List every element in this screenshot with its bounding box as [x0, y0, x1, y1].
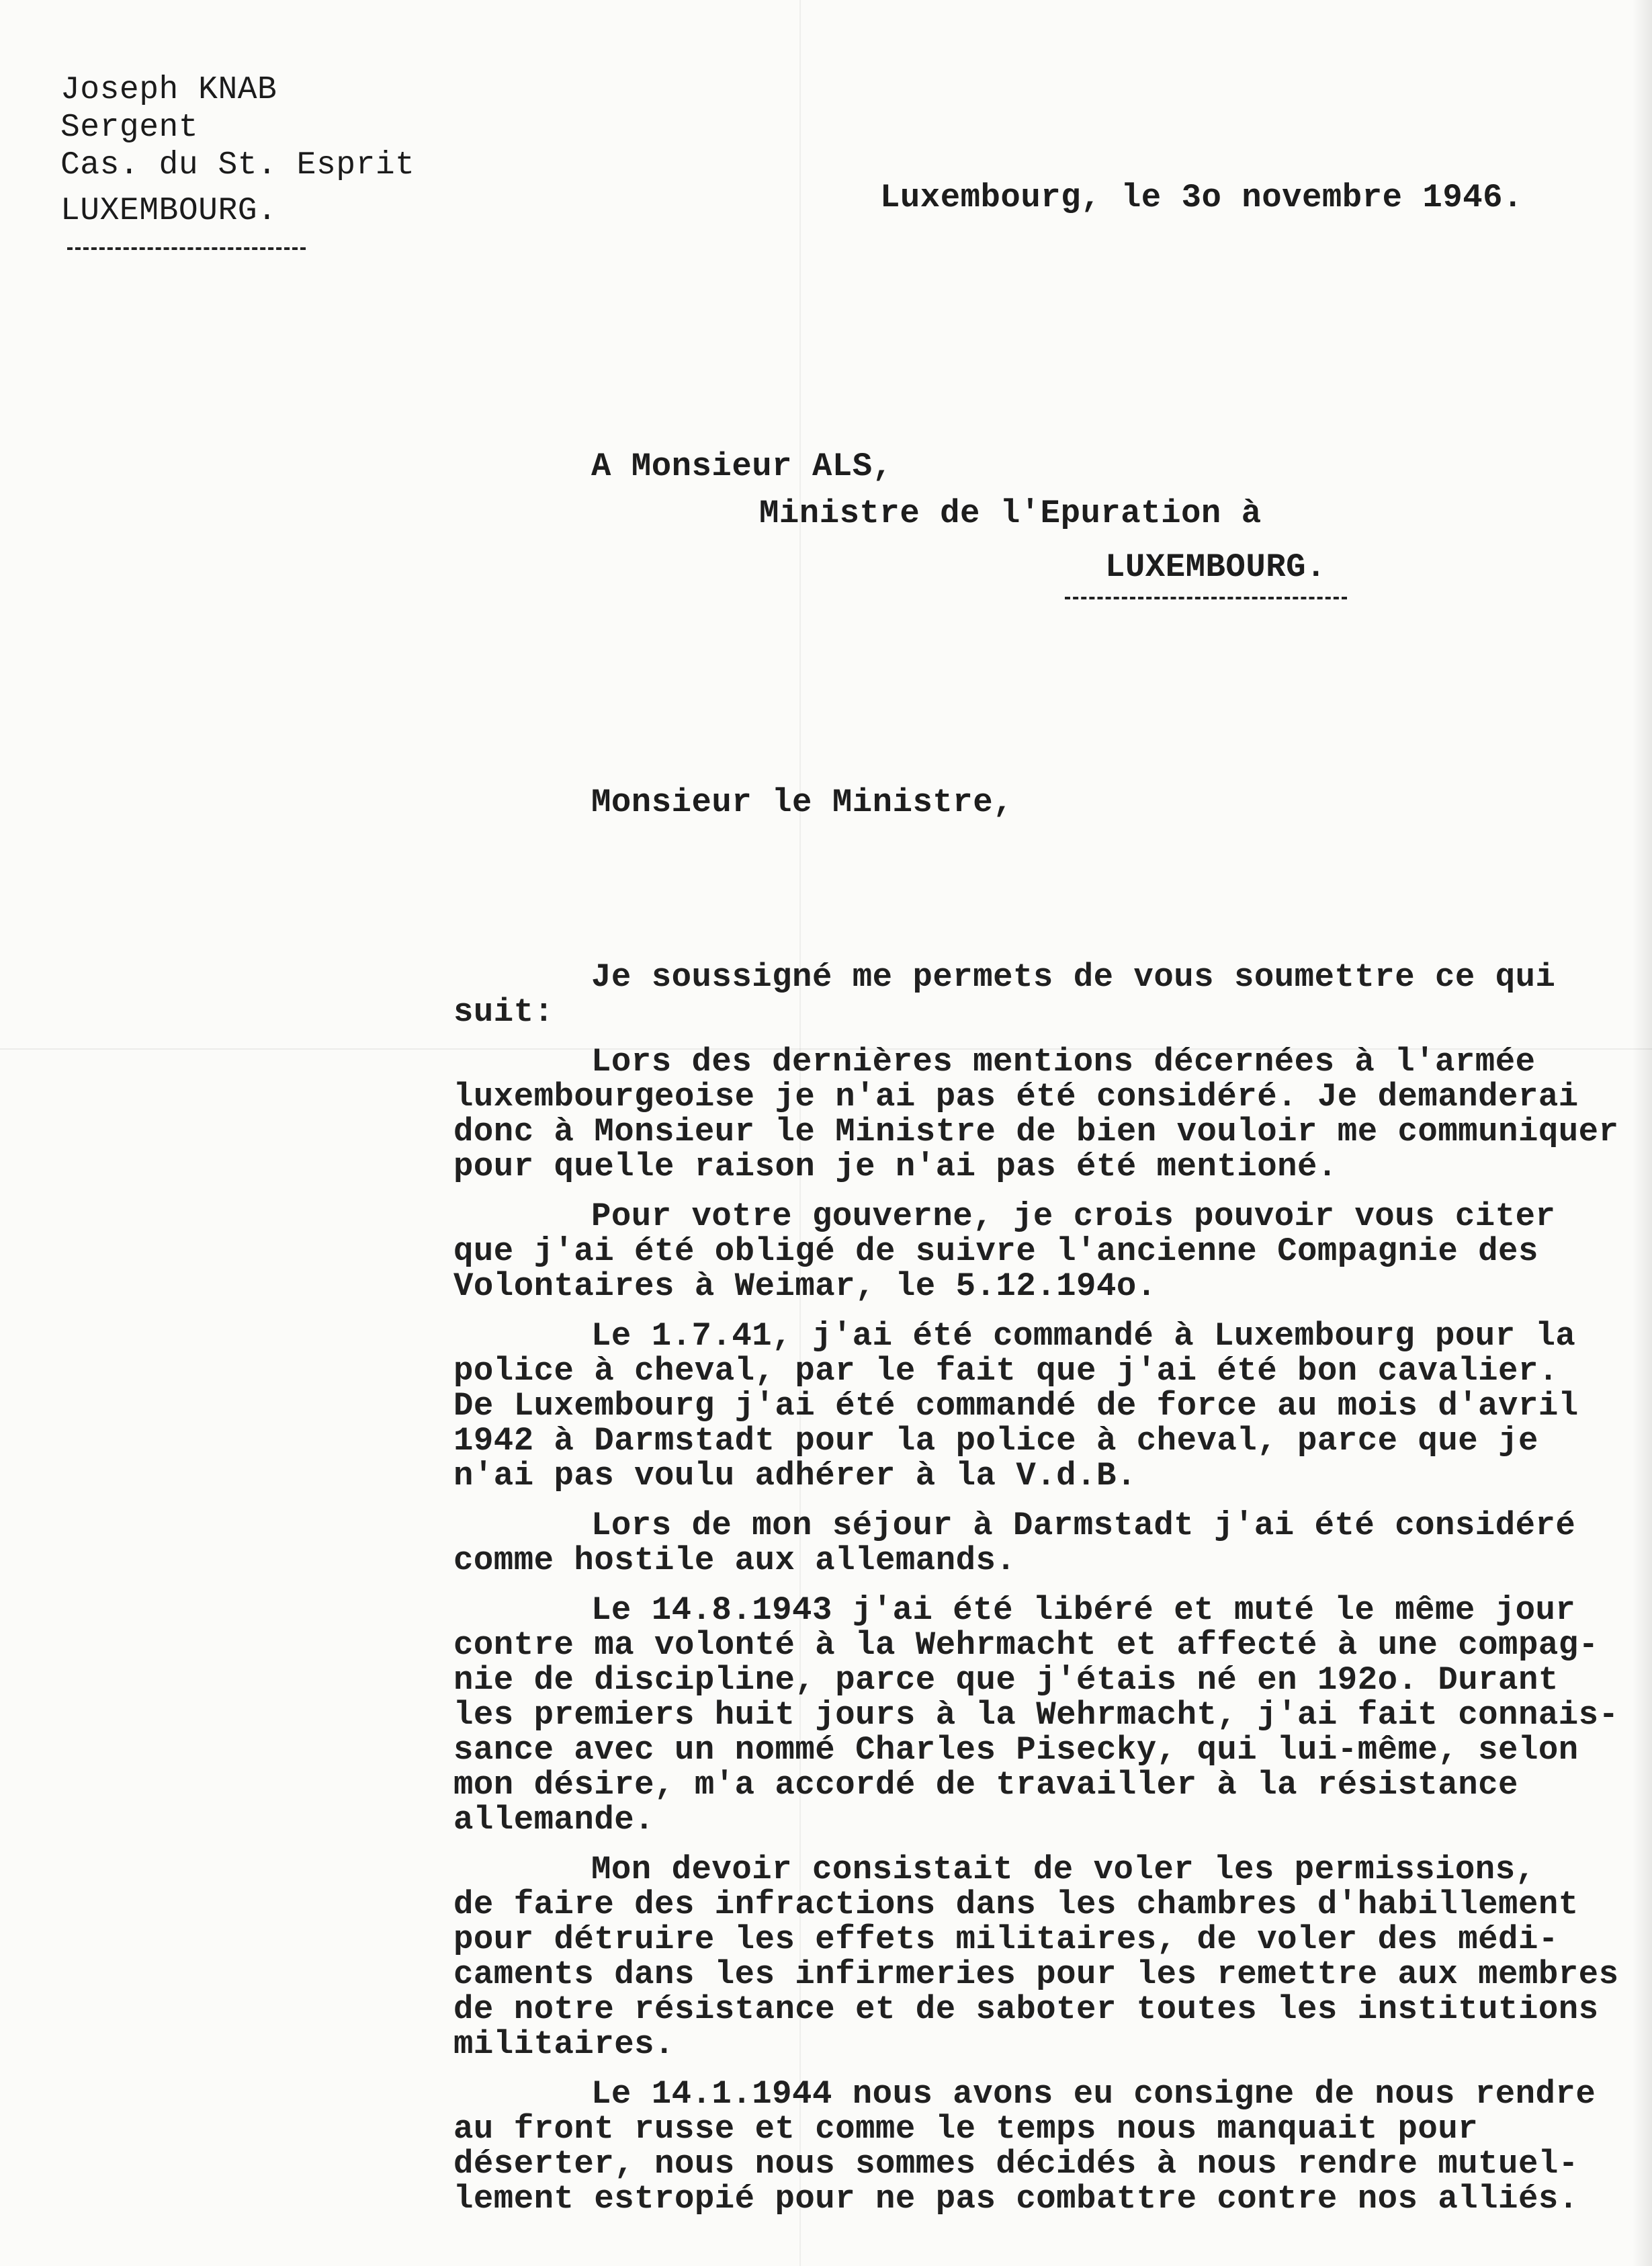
- body-line: au front russe et comme le temps nous manquait pour: [453, 2110, 1479, 2148]
- body-line: nie de discipline, parce que j'étais né en 192o. Durant: [453, 1661, 1559, 1699]
- body-line: luxembourgeoise je n'ai pas été considéré. Je demanderai: [453, 1078, 1579, 1116]
- body-line: suit:: [453, 993, 554, 1031]
- body-line: sance avec un nommé Charles Pisecky, qui lui-même, selon: [453, 1731, 1579, 1769]
- recipient-line-2: Ministre de l'Epuration à: [759, 495, 1262, 532]
- body-line: les premiers huit jours à la Wehrmacht, j'ai fait connais-: [453, 1696, 1619, 1734]
- body-line: 1942 à Darmstadt pour la police à cheval, parce que je: [453, 1422, 1538, 1460]
- body-line: militaires.: [453, 2025, 675, 2063]
- paper-edge-shadow: [1632, 0, 1652, 2266]
- body-line: De Luxembourg j'ai été commandé de force au mois d'avril: [453, 1387, 1579, 1425]
- body-line: contre ma volonté à la Wehrmacht et affecté à une compag-: [453, 1626, 1599, 1664]
- body-line: Lors des dernières mentions décernées à l'armée: [591, 1043, 1536, 1081]
- body-line: Le 1.7.41, j'ai été commandé à Luxembourg pour la: [591, 1317, 1576, 1355]
- body-line: Je soussigné me permets de vous soumettre ce qui: [591, 958, 1556, 996]
- body-line: déserter, nous nous sommes décidés à nous rendre mutuel-: [453, 2145, 1579, 2183]
- body-line: pour quelle raison je n'ai pas été mentioné.: [453, 1148, 1338, 1185]
- sender-city: LUXEMBOURG.: [60, 193, 277, 229]
- body-line: caments dans les infirmeries pour les remettre aux membres: [453, 1956, 1619, 1993]
- body-line: comme hostile aux allemands.: [453, 1542, 1016, 1579]
- body-line: police à cheval, par le fait que j'ai été bon cavalier.: [453, 1352, 1559, 1390]
- body-line: Le 14.8.1943 j'ai été libéré et muté le même jour: [591, 1591, 1576, 1629]
- sender-barracks: Cas. du St. Esprit: [60, 147, 415, 183]
- body-line: de notre résistance et de saboter toutes les institutions: [453, 1990, 1599, 2028]
- body-line: mon désire, m'a accordé de travailler à la résistance: [453, 1766, 1518, 1804]
- salutation: Monsieur le Ministre,: [591, 784, 1014, 821]
- body-line: Volontaires à Weimar, le 5.12.194o.: [453, 1267, 1157, 1305]
- body-line: pour détruire les effets militaires, de voler des médi-: [453, 1921, 1559, 1958]
- sender-rank: Sergent: [60, 110, 199, 146]
- recipient-line-1: A Monsieur ALS,: [591, 448, 893, 485]
- body-line: donc à Monsieur le Ministre de bien vouloir me communiquer: [453, 1113, 1619, 1150]
- sender-name: Joseph KNAB: [60, 72, 277, 108]
- body-line: Le 14.1.1944 nous avons eu consigne de nous rendre: [591, 2075, 1596, 2113]
- body-line: lement estropié pour ne pas combattre contre nos alliés.: [453, 2180, 1579, 2218]
- body-line: que j'ai été obligé de suivre l'ancienne Compagnie des: [453, 1232, 1538, 1270]
- body-line: allemande.: [453, 1801, 655, 1839]
- recipient-underline: [1065, 597, 1347, 599]
- body-line: n'ai pas voulu adhérer à la V.d.B.: [453, 1457, 1137, 1495]
- body-line: Lors de mon séjour à Darmstadt j'ai été considéré: [591, 1507, 1576, 1544]
- date-line: Luxembourg, le 3o novembre 1946.: [880, 179, 1523, 216]
- body-line: de faire des infractions dans les chambres d'habillement: [453, 1886, 1579, 1923]
- sender-underline: [67, 247, 306, 250]
- body-line: Pour votre gouverne, je crois pouvoir vous citer: [591, 1198, 1556, 1235]
- body-line: Mon devoir consistait de voler les permissions,: [591, 1851, 1536, 1888]
- recipient-line-3: LUXEMBOURG.: [1105, 548, 1326, 586]
